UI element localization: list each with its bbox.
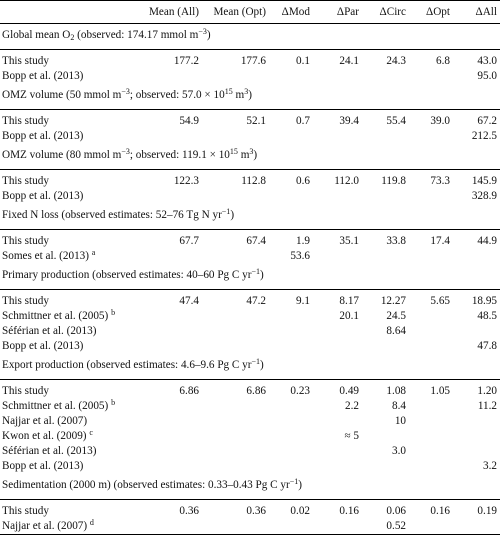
table-cell <box>409 189 453 204</box>
table-cell <box>202 459 269 474</box>
table-cell <box>136 189 202 204</box>
row-label: Kwon et al. (2009) $^c$ <box>2 428 93 442</box>
table-cell: 0.06 <box>386 505 406 517</box>
table-cell: 0.36 <box>246 505 266 517</box>
table-cell: 1.20 <box>477 385 497 397</box>
table-cell <box>202 69 269 84</box>
table-cell: 177.6 <box>240 55 266 67</box>
table-cell <box>453 414 500 429</box>
row-label: This study <box>2 235 49 247</box>
table-row <box>0 69 500 84</box>
row-label: Bopp et al. (2013) <box>2 190 84 202</box>
table-cell: 73.3 <box>430 175 450 187</box>
table-cell <box>136 309 202 324</box>
table-cell <box>362 249 409 264</box>
table-cell: 67.4 <box>246 235 266 247</box>
table-cell <box>409 309 453 324</box>
table-cell: 54.9 <box>179 115 199 127</box>
table-cell <box>136 444 202 459</box>
table-cell: ≈ 5 <box>344 430 359 442</box>
row-label: Najjar et al. (2007) $^d$ <box>0 519 136 535</box>
row-label: Bopp et al. (2013) <box>2 70 84 82</box>
row-label: This study <box>2 115 49 127</box>
table-cell <box>136 519 202 535</box>
table-cell <box>313 69 362 84</box>
row-label: Bopp et al. (2013) <box>2 340 84 352</box>
table-cell <box>409 399 453 414</box>
table-cell: 8.17 <box>339 295 359 307</box>
table-cell: 39.4 <box>339 115 359 127</box>
table-row <box>0 324 500 339</box>
table-cell <box>136 414 202 429</box>
table-cell <box>362 189 409 204</box>
table-row <box>0 114 500 129</box>
table-cell: 3.2 <box>483 460 497 472</box>
row-label: Somes et al. (2013) $^a$ <box>2 248 96 262</box>
table-cell <box>136 399 202 414</box>
table-cell <box>269 339 313 354</box>
table-cell: 39.0 <box>430 115 450 127</box>
table-cell: 8.4 <box>392 400 406 412</box>
section-title-row <box>0 474 500 496</box>
section-title: Fixed N loss (observed estimates: 52–76 Tg N $yr^{-1}$) <box>2 207 235 221</box>
table-cell <box>409 444 453 459</box>
table-cell: 43.0 <box>477 55 497 67</box>
section-title: Global mean $O_2$ (observed: 174.17 mmol $m^{-3}$) <box>2 27 211 42</box>
footnote-marker: c <box>89 428 93 437</box>
table-cell: 0.02 <box>290 505 310 517</box>
table-cell: 67.2 <box>477 115 497 127</box>
table-cell <box>313 189 362 204</box>
table-cell: 24.5 <box>386 310 406 322</box>
table-cell <box>136 69 202 84</box>
row-label: Bopp et al. (2013) <box>2 130 84 142</box>
table-row <box>0 234 500 249</box>
row-label: This study <box>2 295 49 307</box>
table-cell <box>269 189 313 204</box>
table-cell <box>313 444 362 459</box>
table-cell <box>202 519 269 535</box>
table-cell <box>409 429 453 444</box>
table-cell <box>269 519 313 535</box>
table-cell: 47.4 <box>179 295 199 307</box>
table-cell: 1.9 <box>296 235 310 247</box>
row-label: Séférian et al. (2013) <box>2 445 97 457</box>
table-cell: 95.0 <box>477 70 497 82</box>
table-cell <box>269 399 313 414</box>
table-cell: 44.9 <box>477 235 497 247</box>
table-cell <box>362 429 409 444</box>
table-cell <box>362 459 409 474</box>
table-cell: 67.7 <box>179 235 199 247</box>
table-cell <box>136 429 202 444</box>
table-cell <box>269 309 313 324</box>
table-cell <box>409 324 453 339</box>
table-cell <box>202 339 269 354</box>
table-cell: 17.4 <box>430 235 450 247</box>
row-label: This study <box>2 505 49 517</box>
table-cell <box>202 249 269 264</box>
table-row <box>0 519 500 535</box>
table-cell <box>313 249 362 264</box>
section-title-row <box>0 84 500 106</box>
row-label: This study <box>2 55 49 67</box>
table-cell: 5.65 <box>430 295 450 307</box>
table-cell: 2.2 <box>345 400 359 412</box>
table-cell <box>136 459 202 474</box>
table-cell: 112.0 <box>334 175 359 187</box>
section-title-row <box>0 354 500 376</box>
section-title-row <box>0 144 500 166</box>
table-cell: 112.8 <box>241 175 266 187</box>
row-label: This study <box>2 385 49 397</box>
table-cell <box>269 414 313 429</box>
table-cell: 1.05 <box>430 385 450 397</box>
row-label: Najjar et al. (2007) <box>2 415 88 427</box>
footnote-marker: b <box>111 308 116 317</box>
section-title: Export production (observed estimates: 4.6–9.6 Pg C $yr^{-1}$) <box>2 357 264 371</box>
table-cell: 10 <box>394 415 406 427</box>
table-cell: 0.49 <box>339 385 359 397</box>
section-title-row <box>0 24 500 47</box>
table-cell: 53.6 <box>290 250 310 262</box>
table-cell <box>202 444 269 459</box>
table-cell: 0.1 <box>296 55 310 67</box>
table-row <box>0 399 500 414</box>
table-row <box>0 294 500 309</box>
table-cell: 119.8 <box>381 175 406 187</box>
column-header: ΔAll <box>453 1 500 24</box>
table-cell <box>136 339 202 354</box>
table-cell: 0.23 <box>290 385 310 397</box>
table-row <box>0 504 500 519</box>
table-cell: 55.4 <box>386 115 406 127</box>
table-cell <box>362 129 409 144</box>
table-cell: 47.2 <box>246 295 266 307</box>
footnote-marker: d <box>89 518 94 527</box>
table-cell: 0.19 <box>477 505 497 517</box>
table-cell <box>202 189 269 204</box>
table-cell: 3.0 <box>392 445 406 457</box>
table-row <box>0 174 500 189</box>
table-cell: 11.2 <box>477 400 497 412</box>
section-title: OMZ volume (80 mmol $m^{-3}$; observed: $119.1 \times 10^{15}$ $m^3$) <box>2 147 258 161</box>
table-cell: 18.95 <box>471 295 497 307</box>
table-cell <box>269 69 313 84</box>
table-cell: 0.36 <box>179 505 199 517</box>
table-cell <box>202 429 269 444</box>
table-cell <box>269 429 313 444</box>
footnote-marker: b <box>111 398 116 407</box>
table-cell <box>409 69 453 84</box>
table-cell: 0.52 <box>362 519 409 535</box>
table-cell: 122.3 <box>173 175 199 187</box>
table-cell <box>202 309 269 324</box>
table-cell <box>409 414 453 429</box>
table-row <box>0 414 500 429</box>
table-cell <box>453 249 500 264</box>
table-cell: 24.1 <box>339 55 359 67</box>
table-cell <box>409 519 453 535</box>
row-label: Bopp et al. (2013) <box>2 460 84 472</box>
table-cell <box>269 129 313 144</box>
table-cell: 177.2 <box>173 55 199 67</box>
table-cell <box>409 339 453 354</box>
table-row <box>0 54 500 69</box>
section-title: Primary production (observed estimates: 40–60 Pg C $yr^{-1}$) <box>2 267 264 281</box>
table-cell <box>202 324 269 339</box>
table-row <box>0 249 500 264</box>
table-cell <box>362 69 409 84</box>
column-header: ΔCirc <box>362 1 409 24</box>
table-cell <box>269 324 313 339</box>
table-row <box>0 459 500 474</box>
table-cell <box>313 324 362 339</box>
table-cell: 35.1 <box>339 235 359 247</box>
table-cell: 6.86 <box>246 385 266 397</box>
table-cell: 12.27 <box>380 295 406 307</box>
column-header: ΔPar <box>313 1 362 24</box>
table-cell <box>269 459 313 474</box>
table-row <box>0 339 500 354</box>
table-cell <box>409 459 453 474</box>
table-cell: 0.6 <box>296 175 310 187</box>
table-row <box>0 189 500 204</box>
table-cell: 20.1 <box>339 310 359 322</box>
column-header: Mean (Opt) <box>202 1 269 24</box>
table-cell <box>453 519 500 535</box>
table-body <box>0 24 500 535</box>
table-cell: 0.16 <box>430 505 450 517</box>
table-cell <box>362 339 409 354</box>
table-row <box>0 384 500 399</box>
table-row <box>0 129 500 144</box>
column-header <box>0 1 136 24</box>
table-cell <box>313 414 362 429</box>
table-cell: 1.08 <box>386 385 406 397</box>
column-header: ΔMod <box>269 1 313 24</box>
table-cell: 212.5 <box>471 130 497 142</box>
table-cell <box>453 429 500 444</box>
row-label: Séférian et al. (2013) <box>2 325 97 337</box>
table-cell: 52.1 <box>246 115 266 127</box>
table-cell: 6.86 <box>179 385 199 397</box>
table-cell: 9.1 <box>296 295 310 307</box>
table-cell: 48.5 <box>477 310 497 322</box>
table-cell <box>202 414 269 429</box>
table-cell <box>202 399 269 414</box>
table-row <box>0 309 500 324</box>
table-cell <box>136 324 202 339</box>
table-cell: 328.9 <box>471 190 497 202</box>
table-cell <box>453 444 500 459</box>
section-title: Sedimentation (2000 m) (observed estimates: 0.33–0.43 Pg C $yr^{-1}$) <box>2 477 302 491</box>
table-cell <box>136 129 202 144</box>
footnote-marker: a <box>91 248 96 257</box>
table-cell: 33.8 <box>386 235 406 247</box>
table-row <box>0 429 500 444</box>
table-cell: 24.3 <box>386 55 406 67</box>
row-label: This study <box>2 175 49 187</box>
header-row <box>0 1 500 24</box>
table-cell <box>313 129 362 144</box>
table-cell: 145.9 <box>471 175 497 187</box>
section-title: OMZ volume (50 mmol $m^{-3}$; observed: $57.0 \times 10^{15}$ $m^3$) <box>2 87 252 101</box>
column-header: ΔOpt <box>409 1 453 24</box>
table-cell <box>313 339 362 354</box>
table-cell <box>269 444 313 459</box>
table-cell <box>409 129 453 144</box>
table-cell <box>136 249 202 264</box>
table-cell <box>313 519 362 535</box>
section-title-row <box>0 264 500 286</box>
table-cell: 6.8 <box>436 55 450 67</box>
section-title-row <box>0 204 500 226</box>
table-cell: 47.8 <box>477 340 497 352</box>
row-label: Schmittner et al. (2005) $^b$ <box>2 308 116 322</box>
column-header: Mean (All) <box>136 1 202 24</box>
table-cell <box>202 129 269 144</box>
table-cell <box>453 324 500 339</box>
table-cell: 0.7 <box>296 115 310 127</box>
table-row <box>0 444 500 459</box>
table-cell <box>313 459 362 474</box>
table-cell: 0.16 <box>339 505 359 517</box>
table-cell <box>409 249 453 264</box>
table-cell: 8.64 <box>386 325 406 337</box>
row-label: Schmittner et al. (2005) $^b$ <box>2 398 116 412</box>
